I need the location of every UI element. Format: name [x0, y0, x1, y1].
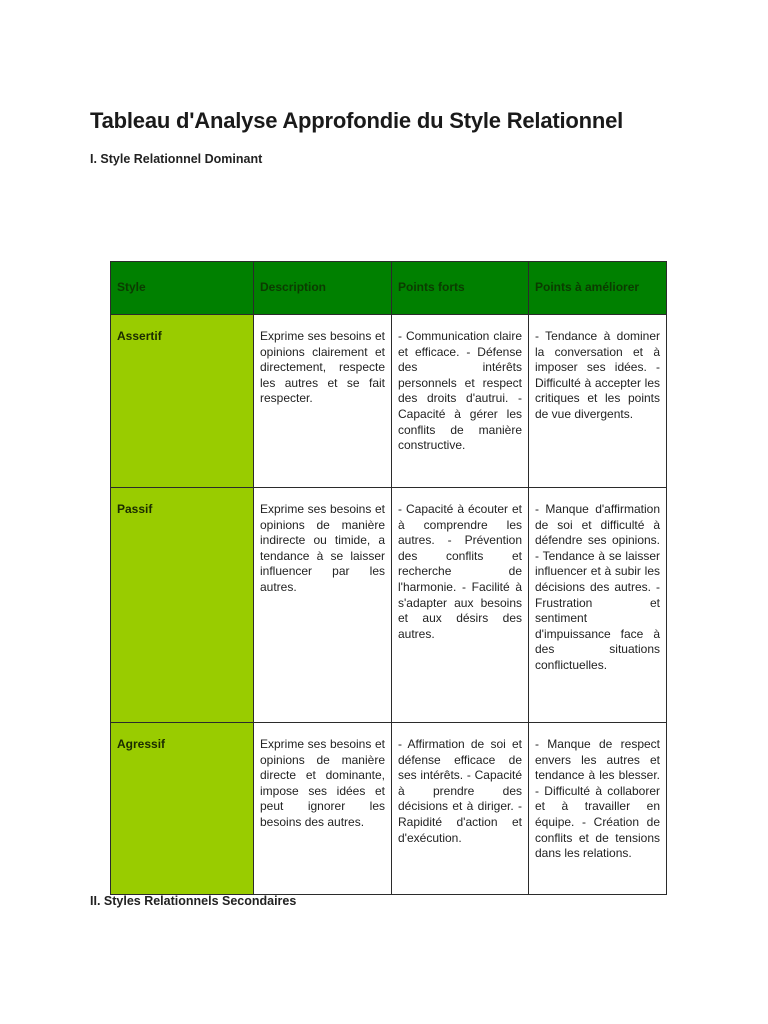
- improvements-cell: - Manque d'affirmation de soi et difficulté à défendre ses opinions. - Tendance à se laisser influencer et à subir les décisions des autres. - Frustration et sentiment d'impuissance face à des situations conflictuelles.: [529, 488, 667, 723]
- table-row: [111, 315, 667, 488]
- description-cell: Exprime ses besoins et opinions clairement et directement, respecte les autres et se fait respecter.: [254, 315, 392, 488]
- description-cell: Exprime ses besoins et opinions de manière indirecte ou timide, a tendance à se laisser influencer par les autres.: [254, 488, 392, 723]
- header-strengths: Points forts: [392, 262, 529, 315]
- table-header-row: [111, 262, 667, 315]
- page-title: Tableau d'Analyse Approfondie du Style Relationnel: [90, 108, 624, 133]
- improvements-cell: - Tendance à dominer la conversation et à imposer ses idées. - Difficulté à accepter les critiques et les points de vue divergents.: [529, 315, 667, 488]
- description-cell: Exprime ses besoins et opinions de manière directe et dominante, impose ses idées et peut ignorer les besoins des autres.: [254, 723, 392, 895]
- header-description: Description: [254, 262, 392, 315]
- improvements-cell: - Manque de respect envers les autres et tendance à les blesser. - Difficulté à collaborer et à travailler en équipe. - Création de conflits et de tensions dans les relations.: [529, 723, 667, 895]
- strengths-cell: - Communication claire et efficace. - Défense des intérêts personnels et respect des droits d'autrui. - Capacité à gérer les conflits de manière constructive.: [392, 315, 529, 488]
- table-row: [111, 488, 667, 723]
- section-heading-secondary: II. Styles Relationnels Secondaires: [90, 894, 297, 908]
- section-heading-dominant: I. Style Relationnel Dominant: [90, 152, 263, 166]
- table-row: [111, 723, 667, 895]
- style-cell: Passif: [111, 488, 254, 723]
- analysis-table: [110, 261, 667, 895]
- style-cell: Assertif: [111, 315, 254, 488]
- strengths-cell: - Affirmation de soi et défense efficace de ses intérêts. - Capacité à prendre des décisions et à diriger. - Rapidité d'action et d'exécution.: [392, 723, 529, 895]
- style-cell: Agressif: [111, 723, 254, 895]
- header-improvements: Points à améliorer: [529, 262, 667, 315]
- header-style: Style: [111, 262, 254, 315]
- strengths-cell: - Capacité à écouter et à comprendre les autres. - Prévention des conflits et recherche de l'harmonie. - Facilité à s'adapter aux besoins et aux désirs des autres.: [392, 488, 529, 723]
